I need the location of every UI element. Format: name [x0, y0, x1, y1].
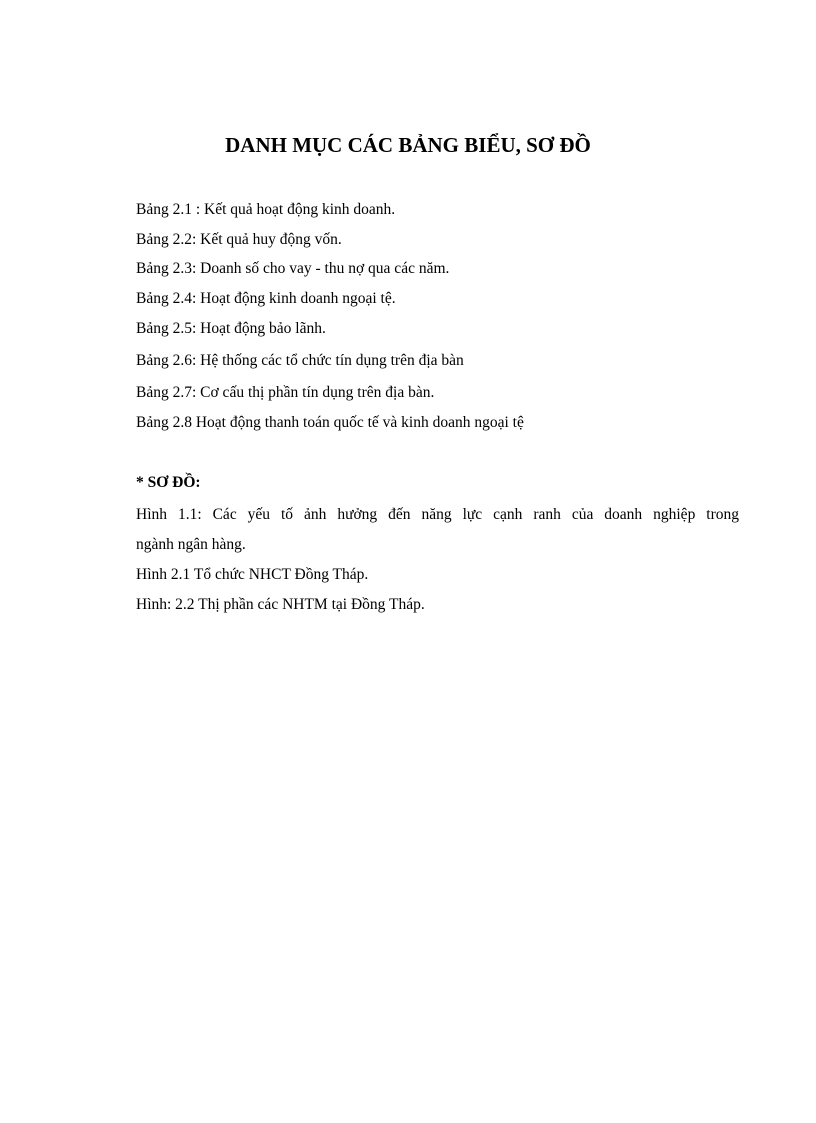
figure-list-item-continuation: ngành ngân hàng.: [136, 536, 246, 553]
table-list-item: Bảng 2.6: Hệ thống các tổ chức tín dụng trên địa bàn: [136, 352, 464, 369]
table-list-item: Bảng 2.2: Kết quả huy động vốn.: [136, 231, 342, 248]
table-list-item: Bảng 2.4: Hoạt động kinh doanh ngoại tệ.: [136, 290, 396, 307]
table-list-item: Bảng 2.8 Hoạt động thanh toán quốc tế và kinh doanh ngoại tệ: [136, 414, 524, 431]
table-list-item: Bảng 2.7: Cơ cấu thị phần tín dụng trên địa bàn.: [136, 384, 435, 401]
figure-list-item: Hình: 2.2 Thị phần các NHTM tại Đồng Tháp.: [136, 596, 425, 613]
figure-list-item: Hình 1.1: Các yếu tố ảnh hưởng đến năng lực cạnh ranh của doanh nghiệp trong: [136, 506, 739, 523]
table-list-item: Bảng 2.5: Hoạt động bảo lãnh.: [136, 320, 326, 337]
diagram-section-heading: * SƠ ĐỒ:: [136, 474, 201, 491]
table-list-item: Bảng 2.3: Doanh số cho vay - thu nợ qua các năm.: [136, 260, 450, 277]
page-title: DANH MỤC CÁC BẢNG BIỂU, SƠ ĐỒ: [225, 133, 591, 157]
table-list-item: Bảng 2.1 : Kết quả hoạt động kinh doanh.: [136, 201, 396, 218]
figure-list-item: Hình 2.1 Tổ chức NHCT Đồng Tháp.: [136, 566, 369, 583]
